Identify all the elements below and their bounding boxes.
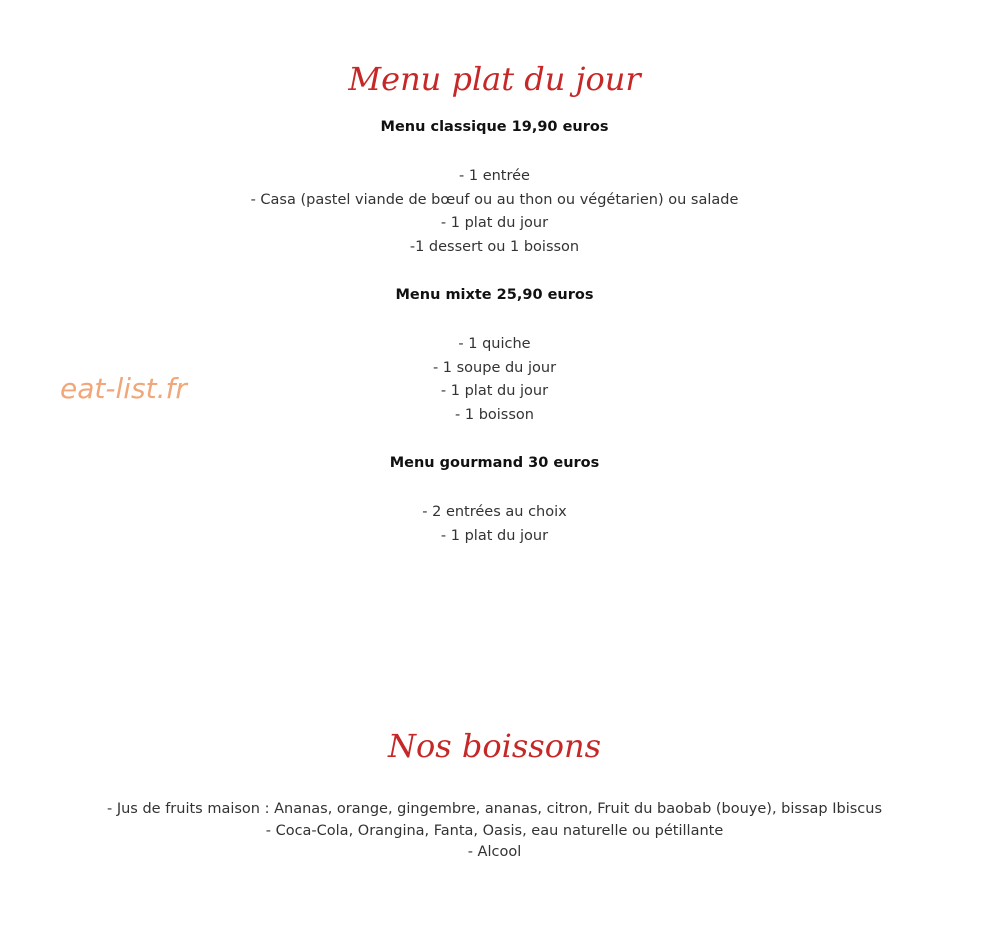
list-item: - Jus de fruits maison : Ananas, orange, gingembre, ananas, citron, Fruit du baobab (bouye), bissap Ibiscus bbox=[106, 801, 882, 817]
menu-heading: Menu classique 19,90 euros bbox=[380, 119, 609, 135]
list-item: - Alcool bbox=[467, 844, 522, 860]
list-item: - 1 plat du jour bbox=[440, 527, 549, 544]
list-item: - 2 entrées au choix bbox=[422, 504, 567, 520]
menu-gourmand bbox=[0, 454, 989, 548]
menu-classique bbox=[0, 118, 989, 259]
list-item: - Coca-Cola, Orangina, Fanta, Oasis, eau naturelle ou pétillante bbox=[265, 822, 724, 839]
menu-mixte bbox=[0, 286, 989, 427]
list-item: - 1 plat du jour bbox=[440, 383, 549, 399]
list-item: - Casa (pastel viande de bœuf ou au thon ou végétarien) ou salade bbox=[250, 191, 739, 208]
menu-items-list bbox=[0, 333, 989, 427]
list-item: - 1 plat du jour bbox=[440, 215, 549, 231]
menu-items-list bbox=[0, 501, 989, 548]
drinks-section-title: Nos boissons bbox=[388, 727, 601, 765]
watermark-text: eat-list.fr bbox=[60, 372, 187, 405]
list-item: - 1 entrée bbox=[459, 168, 530, 184]
list-item: - 1 quiche bbox=[458, 336, 531, 352]
drinks-list bbox=[0, 799, 989, 864]
list-item: - 1 soupe du jour bbox=[432, 359, 557, 376]
menu-heading: Menu gourmand 30 euros bbox=[389, 455, 600, 471]
menu-heading: Menu mixte 25,90 euros bbox=[395, 287, 594, 303]
menu-items-list bbox=[0, 165, 989, 259]
list-item: - 1 boisson bbox=[455, 406, 534, 423]
list-item: -1 dessert ou 1 boisson bbox=[409, 238, 580, 255]
menu-section-title: Menu plat du jour bbox=[348, 60, 641, 98]
